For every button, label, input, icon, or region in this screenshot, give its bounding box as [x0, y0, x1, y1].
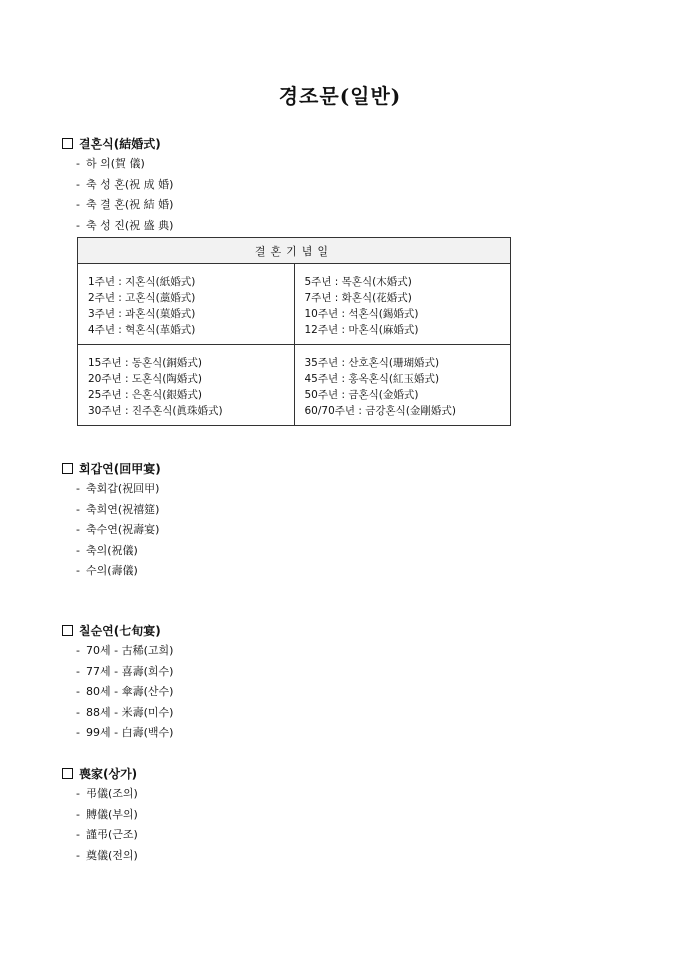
checkbox-square-icon	[62, 138, 73, 149]
list-item: - 88세 - 米壽(미수)	[76, 705, 174, 719]
list-item: - 수의(壽儀)	[76, 564, 138, 577]
wedding-list	[62, 154, 173, 236]
section-heading: 결혼식(結婚式)	[62, 134, 173, 154]
chilsun-list	[62, 641, 173, 744]
list-item: - 賻儀(부의)	[76, 807, 138, 821]
list-item: - 80세 - 傘壽(산수)	[76, 685, 174, 698]
hwangap-list	[62, 479, 161, 582]
list-item: - 축의(祝儀)	[76, 543, 138, 557]
list-item: - 하 의(賀 儀)	[76, 157, 145, 170]
list-item: - 弔儀(조의)	[76, 787, 138, 800]
section-chilsun	[62, 621, 173, 744]
table-cell: 5주년 : 목혼식(木婚式) 7주년 : 화혼식(花婚式) 10주년 : 석혼식(錫婚式) 12주년 : 마혼식(麻婚式)	[294, 264, 511, 345]
list-item: - 축희연(祝禧筵)	[76, 502, 160, 516]
page-title: 경조문(일반)	[278, 84, 402, 108]
table-cell: 1주년 : 지혼식(紙婚式) 2주년 : 고혼식(藁婚式) 3주년 : 과혼식(菓婚式) 4주년 : 혁혼식(革婚式)	[78, 264, 295, 345]
list-item: - 謹弔(근조)	[76, 828, 138, 841]
table-cell: 15주년 : 동혼식(銅婚式) 20주년 : 도혼식(陶婚式) 25주년 : 은혼식(銀婚式) 30주년 : 진주혼식(眞珠婚式)	[78, 345, 295, 426]
section-wedding	[62, 134, 173, 236]
table-cell: 35주년 : 산호혼식(珊瑚婚式) 45주년 : 홍옥혼식(紅玉婚式) 50주년 : 금혼식(金婚式) 60/70주년 : 금강혼식(金剛婚式)	[294, 345, 511, 426]
anniversary-table-header: 결혼기념일	[78, 238, 511, 264]
list-item: - 축 성 진(祝 盛 典)	[76, 218, 174, 232]
section-heading: 회갑연(回甲宴)	[62, 459, 161, 479]
list-item: - 99세 - 白壽(백수)	[76, 726, 174, 739]
section-hwangap	[62, 459, 161, 582]
list-item: - 77세 - 喜壽(희수)	[76, 664, 174, 678]
section-heading: 칠순연(七旬宴)	[62, 621, 173, 641]
list-item: - 축수연(祝壽宴)	[76, 523, 160, 536]
checkbox-square-icon	[62, 625, 73, 636]
sangga-list	[62, 784, 138, 866]
list-item: - 축 성 혼(祝 成 婚)	[76, 177, 174, 191]
checkbox-square-icon	[62, 463, 73, 474]
list-item: - 축회갑(祝回甲)	[76, 482, 160, 495]
list-item: - 70세 - 古稀(고희)	[76, 644, 174, 657]
section-sangga	[62, 764, 138, 866]
anniversary-table	[77, 237, 511, 426]
list-item: - 奠儀(전의)	[76, 848, 138, 862]
section-heading: 喪家(상가)	[62, 764, 138, 784]
checkbox-square-icon	[62, 768, 73, 779]
list-item: - 축 결 혼(祝 結 婚)	[76, 198, 174, 211]
